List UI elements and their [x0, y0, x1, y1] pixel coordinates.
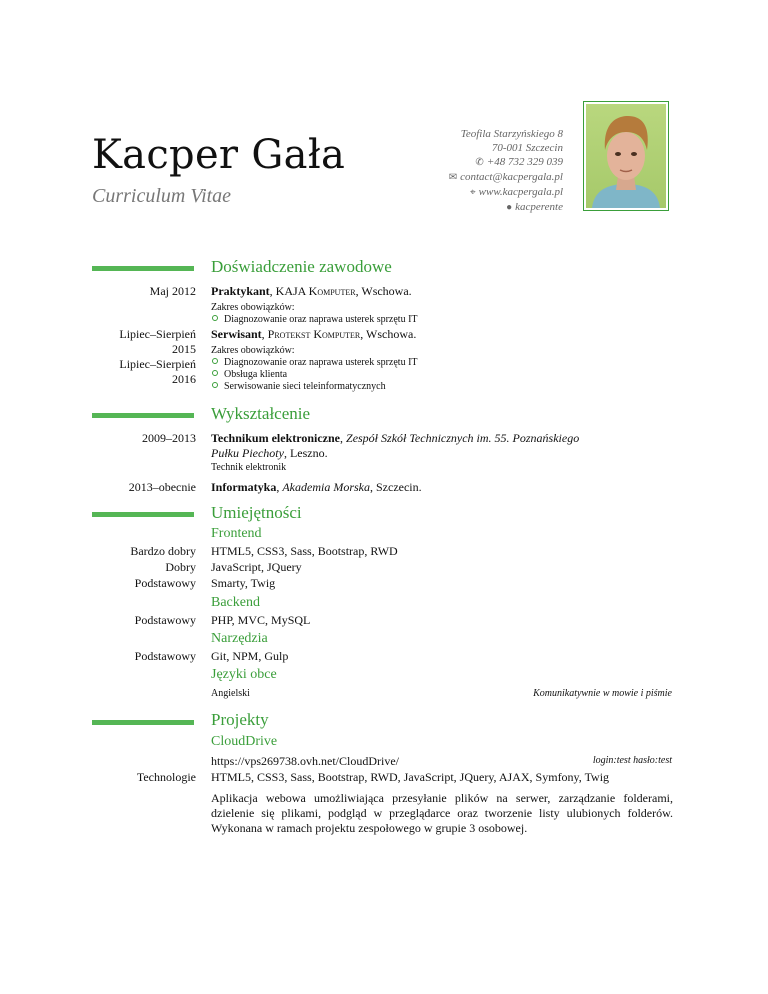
skill-items: Smarty, Twig [211, 576, 276, 590]
skill-level: Dobry [165, 560, 196, 574]
edu2-school: Informatyka [211, 480, 277, 494]
section-title-experience: Doświadczenie zawodowe [211, 257, 392, 276]
project-description: Aplikacja webowa umożliwiająca przesyłanie plików na serwer, zarządzanie folderami, dzielenie się plikami, podgląd w przeglądarce oraz tworzenie listy ulubionych folderów. Wykonana w ramach projektu zespołowego w grupie 3 osobowej. [211, 791, 673, 835]
subsection-frontend: Frontend [211, 526, 262, 541]
job2-city: , Wschowa. [360, 327, 417, 341]
skill-level: Bardzo dobry [130, 544, 196, 558]
job1-date: Maj 2012 [149, 284, 196, 298]
edu2-date: 2013–obecnie [128, 480, 196, 494]
bullet-icon [212, 370, 218, 376]
job2-duties-label: Zakres obowiązków: [211, 345, 295, 356]
edu1-note: Technik elektronik [211, 462, 287, 473]
website-link[interactable]: www.kacpergala.pl [478, 186, 563, 198]
profile-photo [583, 101, 669, 211]
subsection-languages: Języki obce [211, 667, 277, 682]
phone-icon: ✆ [475, 157, 484, 168]
skill-items: PHP, MVC, MySQL [211, 613, 311, 627]
phone-row [449, 155, 563, 170]
github-icon: ● [506, 202, 513, 213]
job1-duties-label: Zakres obowiązków: [211, 302, 295, 313]
list-item: Diagnozowanie oraz naprawa usterek sprzętu IT [211, 357, 418, 369]
skill-items: JavaScript, JQuery [211, 560, 302, 574]
bullet-icon [212, 315, 218, 321]
edu1-city: , Leszno. [283, 446, 328, 460]
subsection-backend: Backend [211, 595, 260, 610]
section-title-projects: Projekty [211, 710, 269, 729]
job1-heading: Praktykant, KAJA Komputer, Wschowa. [211, 284, 412, 298]
address-line2: 70-001 Szczecin [491, 142, 563, 154]
edu1-school: Technikum elektroniczne [211, 431, 341, 445]
edu2-institution: Akademia Morska [282, 480, 370, 494]
job2-company: Protekst Komputer [267, 327, 361, 341]
address-line1: Teofila Starzyńskiego 8 [460, 128, 563, 140]
edu1-date: 2009–2013 [142, 431, 196, 445]
skill-level: Podstawowy [134, 576, 196, 590]
job1-city: , Wschowa. [355, 284, 412, 298]
skill-items: Git, NPM, Gulp [211, 649, 289, 663]
job2-heading: Serwisant, Protekst Komputer, Wschowa. [211, 327, 417, 341]
section-bar-skills [92, 512, 194, 517]
bullet-icon [212, 382, 218, 388]
project-name: CloudDrive [211, 734, 278, 749]
cv-name: Kacper Gała [92, 132, 346, 178]
contact-block [449, 127, 563, 215]
skill-items: HTML5, CSS3, Sass, Bootstrap, RWD [211, 544, 398, 558]
project-tech-label: Technologie [136, 770, 196, 784]
list-item: Obsługa klienta [211, 369, 287, 381]
edu1-heading-line2 [211, 446, 328, 461]
project-url[interactable]: https://vps269738.ovh.net/CloudDrive/ [211, 754, 399, 768]
list-item: Serwisowanie sieci teleinformatycznych [211, 381, 386, 393]
edu2-heading: Informatyka, Akademia Morska, Szczecin. [211, 480, 422, 494]
job2-date2b: 2016 [172, 372, 196, 386]
bullet-icon [212, 358, 218, 364]
project-login: login:test hasło:test [592, 755, 672, 766]
section-title-skills: Umiejętności [211, 503, 302, 522]
edu1-institution: Zespół Szkół Technicznych im. 55. Poznańskiego [346, 431, 580, 445]
edu2-city: , Szczecin. [370, 480, 422, 494]
website-row[interactable] [449, 185, 563, 200]
section-bar-experience [92, 266, 194, 271]
job2-date2a: Lipiec–Sierpień [119, 357, 196, 371]
section-title-education: Wykształcenie [211, 404, 311, 423]
cv-subtitle: Curriculum Vitae [92, 185, 232, 207]
job1-position: Praktykant [211, 284, 270, 298]
subsection-tools: Narzędzia [211, 631, 268, 646]
language-level: Komunikatywnie w mowie i piśmie [533, 688, 672, 699]
job2-date1b: 2015 [172, 342, 196, 356]
list-item: Diagnozowanie oraz naprawa usterek sprzętu IT [211, 314, 418, 326]
edu1-institution2: Pułku Piechoty [211, 446, 284, 460]
language-name: Angielski [211, 688, 250, 699]
phone-text: +48 732 329 039 [486, 156, 563, 168]
section-bar-projects [92, 720, 194, 725]
project-tech: HTML5, CSS3, Sass, Bootstrap, RWD, JavaScript, JQuery, AJAX, Symfony, Twig [211, 770, 610, 784]
envelope-icon: ✉ [448, 172, 458, 183]
github-row[interactable] [449, 200, 563, 215]
mouse-icon: ⌖ [470, 187, 476, 198]
job2-position: Serwisant [211, 327, 262, 341]
skill-level: Podstawowy [134, 613, 196, 627]
section-bar-education [92, 413, 194, 418]
email-link[interactable]: contact@kacpergala.pl [460, 171, 563, 183]
edu1-heading: Technikum elektroniczne, Zespół Szkół Technicznych im. 55. Poznańskiego [211, 431, 580, 445]
job2-date1a: Lipiec–Sierpień [119, 327, 196, 341]
github-link[interactable]: kacperente [515, 201, 563, 213]
portrait-image [586, 104, 666, 208]
skill-level: Podstawowy [134, 649, 196, 663]
job1-company: KAJA Komputer [275, 284, 356, 298]
email-row[interactable] [449, 170, 563, 185]
